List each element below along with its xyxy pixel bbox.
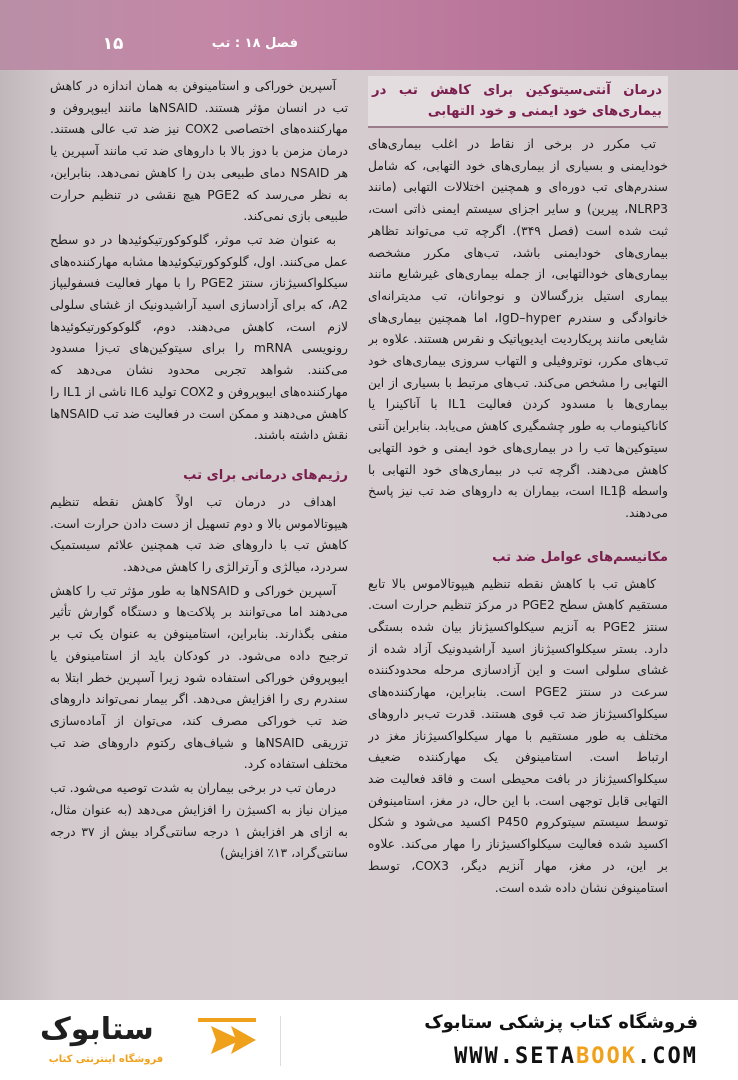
paragraph-treatment: درمان تب در برخی بیماران به شدت توصیه می‌شود. تب میزان نیاز به اکسیژن را افزایش می‌دهد (به عنوان مثال، به ازای هر افزایش ۱ درجه سانتی‌گراد بیش از ۳۷ درجه سانتی‌گراد، ۱۳٪ افزایش) — [50, 781, 348, 861]
footer-divider — [280, 1016, 281, 1066]
url-suffix: .COM — [637, 1044, 698, 1069]
section-title-mechanisms: مکانیسم‌های عوامل ضد تب — [492, 549, 668, 565]
section-heading-box — [368, 76, 668, 128]
paragraph-glucocorticoids: به عنوان ضد تب موثر، گلوکوکورتیکوئیدها در دو سطح عمل می‌کنند. اول، گلوکوکورتیکوئیدها مشابه مهارکننده‌های سیکلواکسیژناز، سنتز PGE2 را با مهار فعالیت فسفولیپاز A2، که برای آزادسازی اسید آراشیدونیک از غشای سلولی لازم است، کاهش می‌دهند. دوم، گلوکوکورتیکوئیدها رونویسی mRNA را برای سیتوکین‌های تب‌زا مسدود می‌کنند. شواهد تجربی محدود نشان می‌دهد که مهارکننده‌های ایبوپروفن و COX2 تولید IL6 ناشی از IL1 را کاهش می‌دهند و ممکن است در فعالیت ضد تب NSAIDها نقش داشته باشند. — [50, 232, 348, 443]
store-url-link[interactable] — [454, 1044, 698, 1069]
paragraph-mechanisms: کاهش تب با کاهش نقطه تنظیم هیپوتالاموس بالا تابع مستقیم کاهش سطح PGE2 در مرکز تنظیم حرارت است. سنتز PGE2 به آنزیم سیکلواکسیژناز بیان شده بستگی دارد. بستر سیکلواکسیژناز اسید آراشیدونیک آزاد شده از غشای سلولی است و این آزادسازی مرحله محدودکننده سرعت در سنتز PGE2 است. بنابراین، مهارکننده‌های سیکلواکسیژناز ضد تب قوی هستند. قدرت تب‌بر داروهای مختلف به طور مستقیم با مهار سیکلواکسیژناز مغز در ارتباط است. استامینوفن یک مهارکننده ضعیف سیکلواکسیژناز در بافت محیطی است و فاقد فعالیت ضد التهابی قابل توجهی است. با این حال، در مغز، استامینوفن توسط سیستم سیتوکروم P450 اکسید می‌شود و شکل اکسید شده فعالیت سیکلواکسیژناز را مهار می‌کند. علاوه بر این، در مغز، مهار آنزیم دیگر، COX3، توسط استامینوفن نشان داده شده است. — [368, 576, 668, 895]
paragraph-goals: اهداف در درمان تب اولاً کاهش نقطه تنظیم هیپوتالاموس بالا و دوم تسهیل از دست دادن حرارت است. کاهش تب با داروهای ضد تب همچنین علائم سیستمیک سردرد، میالژی و آرترالژی را کاهش می‌دهد. — [50, 494, 348, 575]
store-footer — [0, 1000, 738, 1080]
chapter-title: فصل ۱۸ : تب — [211, 36, 298, 51]
store-title: فروشگاه کتاب پزشکی ستابوک — [424, 1012, 698, 1033]
logo-wordmark: ستابوک — [40, 1012, 154, 1047]
paragraph-aspirin: آسپرین خوراکی و استامینوفن به همان اندازه در کاهش تب در انسان مؤثر هستند. NSAIDها مانند ایبوپروفن و مهارکننده‌های اختصاصی COX2 نیز ضد تب عالی هستند. درمان مزمن با دوز بالا با داروهای ضد تب مانند آسپرین یا هر NSAID دمای طبیعی بدن را کاهش نمی‌دهد. بنابراین، به نظر می‌رسد که PGE2 هیچ نقشی در تنظیم حرارت طبیعی بازی نمی‌کند. — [50, 79, 348, 224]
url-accent: BOOK — [576, 1044, 638, 1069]
paragraph-anticytokine: تب مکرر در برخی از نقاط در اغلب بیماری‌های خودایمنی و بسیاری از بیماری‌های خود التهابی، که شامل سندرم‌های تب دوره‌ای و همچنین اختلالات التهابی (مانند NLRP3، پیرین) و سایر اجزای سیستم ایمنی ذاتی است، ثبت شده است (فصل ۳۴۹). اگرچه تب می‌تواند تظاهر بیماری‌های خودایمنی باشد، تب‌های مکرر مشخصه بیماری‌های خودالتهابی، از جمله بیماری‌های غیرشایع مانند بیماری استیل بزرگسالان و نوجوانان، تب مدیترانه‌ای خانوادگی و سندرم IgD–hyper، اما همچنین بیماری‌های شایعی مانند پریکاردیت ایدیوپاتیک و نقرس هستند. علاوه بر تب‌های مکرر، نوتروفیلی و التهاب سروزی بیماری‌های خود التهابی را مشخص می‌کند. تب‌های مرتبط با بسیاری از این بیماری‌ها با مسدود کردن فعالیت IL1 با آناکینرا یا کاناکینوماب به طور چشمگیری کاهش می‌یابد. بنابراین آنتی سیتوکین‌ها تب را در بیماری‌های خود ایمنی و خود التهابی کاهش می‌دهند. اگرچه تب در بیماری‌های خود التهابی با واسطه IL1β است، بیماران به داروهای ضد تب نیز پاسخ می‌دهند. — [368, 137, 668, 520]
page-number: ۱۵ — [102, 34, 124, 54]
section-title-regimens: رژیم‌های درمانی برای تب — [183, 467, 348, 483]
logo-tagline: فروشگاه اینترنتی کتاب — [48, 1054, 164, 1065]
section-title-anticytokine: درمان آنتی‌سیتوکین برای کاهش تب در بیماری‌های خود ایمنی و خود التهابی — [372, 83, 662, 119]
chapter-header-band — [0, 0, 738, 70]
paragraph-nsaids: آسپرین خوراکی و NSAIDها به طور مؤثر تب را کاهش می‌دهند اما می‌توانند بر پلاکت‌ها و دستگاه گوارش تأثیر منفی بگذارند. بنابراین، استامینوفن به عنوان یک تب بر ترجیح داده می‌شود. در کودکان باید از استامینوفن یا ایبوپروفن خوراکی استفاده شود زیرا آسپرین خطر ابتلا به سندرم ری را افزایش می‌دهد. اگر بیمار نمی‌تواند داروهای ضد تب خوراکی مصرف کند، می‌توان از آماده‌سازی تزریقی NSAIDها و شیاف‌های رکتوم داروهای ضد تب مختلف استفاده کرد. — [50, 583, 348, 772]
left-column — [50, 76, 348, 1000]
right-column — [368, 76, 668, 1000]
url-prefix: WWW.SETA — [454, 1044, 577, 1069]
